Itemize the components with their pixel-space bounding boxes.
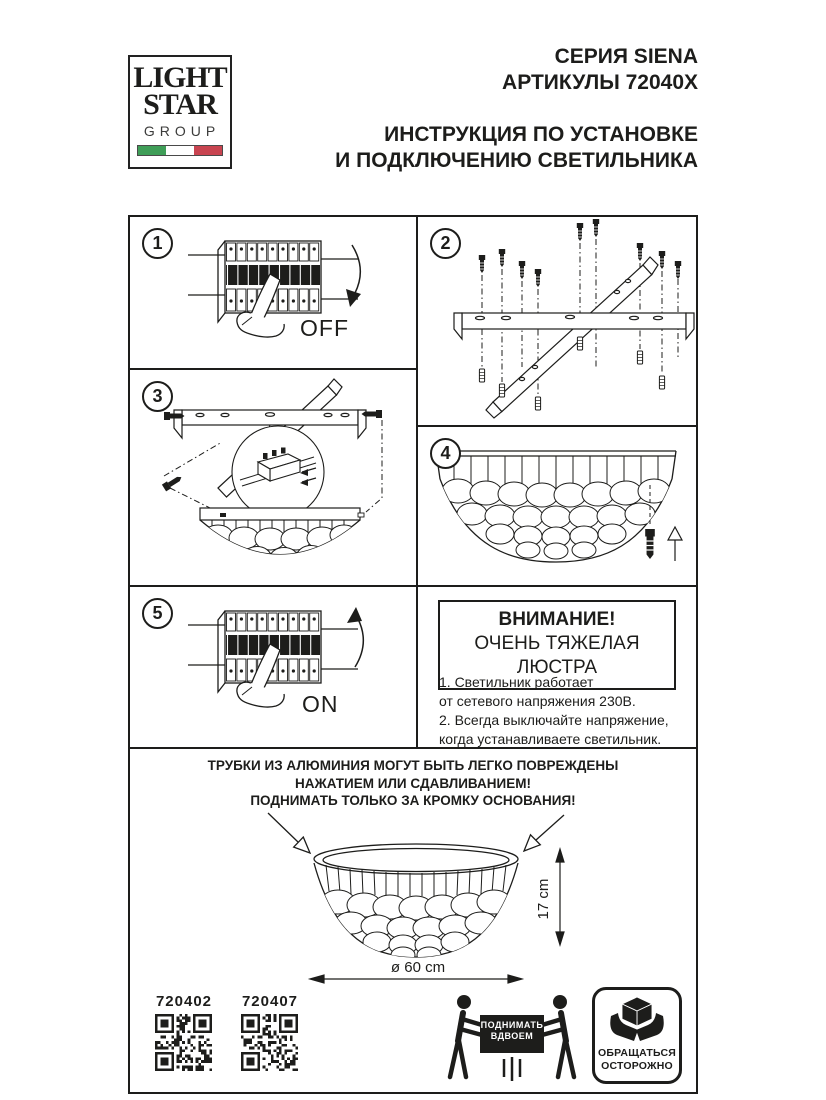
- off-label: OFF: [300, 315, 349, 341]
- step5-number: 5: [142, 598, 173, 629]
- diameter-dimension-label: ø 60 cm: [390, 959, 446, 976]
- rim-pointer-arrow-right: [524, 815, 564, 851]
- attention-subtitle: ОЧЕНЬ ТЯЖЕЛАЯ ЛЮСТРА: [474, 633, 640, 678]
- logo-word-star: STAR: [143, 88, 217, 121]
- step4-panel: [416, 425, 698, 587]
- attention-area: [416, 585, 698, 749]
- series-title: СЕРИЯ SIENA: [554, 45, 698, 68]
- warning-line: ТРУБКИ ИЗ АЛЮМИНИЯ МОГУТ БЫТЬ ЛЕГКО ПОВРЕЖДЕНЫ: [207, 758, 619, 773]
- height-dimension-arrow: [556, 849, 564, 945]
- on-label: ON: [302, 691, 339, 717]
- handle-with-care-label: ОБРАЩАТЬСЯ ОСТОРОЖНО: [598, 1047, 676, 1072]
- warning-line: НАЖАТИЕМ ИЛИ СДАВЛИВАНИЕМ!: [295, 775, 531, 791]
- italian-flag-icon: [137, 145, 223, 156]
- diameter-dimension-arrow: [310, 975, 522, 983]
- logo-word-group: GROUP: [143, 123, 221, 139]
- qr-code-720402: [155, 1014, 212, 1071]
- lightstar-logo: [128, 55, 232, 169]
- step1-panel: [128, 215, 418, 370]
- arrow-up-icon: [347, 607, 363, 667]
- notes: [439, 673, 669, 749]
- handle-with-care-icon: [592, 987, 682, 1084]
- qr-code-720407: [241, 1014, 298, 1071]
- lift-by-two-label: ПОДНИМАТЬ ВДВОЕМ: [480, 1020, 544, 1041]
- note-line: от сетевого напряжения 230В.: [439, 693, 636, 709]
- height-dimension-label: 17 cm: [535, 878, 552, 920]
- step5-panel: [128, 585, 418, 749]
- handling-warning: [130, 757, 696, 810]
- step3-number: 3: [142, 381, 173, 412]
- articles-title: АРТИКУЛЫ 72040X: [502, 71, 698, 94]
- rim-pointer-arrow-left: [268, 813, 310, 853]
- step1-number: 1: [142, 228, 173, 259]
- step2-number: 2: [430, 228, 461, 259]
- step4-number: 4: [430, 438, 461, 469]
- step3-panel: [128, 368, 418, 587]
- note-line: 2. Всегда выключайте напряжение,: [439, 712, 669, 728]
- flag-red-stripe: [194, 146, 222, 155]
- flag-green-stripe: [138, 146, 166, 155]
- wiring-illustration: [130, 370, 416, 585]
- attention-title: ВНИМАНИЕ!: [498, 609, 616, 630]
- note-line: когда устанавливаете светильник.: [439, 731, 662, 747]
- note-line: 1. Светильник работает: [439, 674, 594, 690]
- flag-white-stripe: [166, 146, 194, 155]
- arrow-up-icon: [668, 527, 682, 561]
- instruction-title-line2: И ПОДКЛЮЧЕНИЮ СВЕТИЛЬНИКА: [335, 149, 698, 172]
- logo-word-light: LIGHT: [133, 61, 227, 94]
- handling-panel: [128, 747, 698, 1094]
- arrow-down-icon: [346, 245, 361, 307]
- product-code-720407: 720407: [241, 993, 299, 1010]
- terminal-block-detail: [232, 425, 324, 518]
- product-code-720402: 720402: [155, 993, 213, 1010]
- instruction-title-line1: ИНСТРУКЦИЯ ПО УСТАНОВКЕ: [384, 123, 698, 146]
- document-header: [335, 44, 698, 174]
- breaker-off-illustration: [130, 217, 416, 366]
- warning-line: ПОДНИМАТЬ ТОЛЬКО ЗА КРОМКУ ОСНОВАНИЯ!: [250, 793, 576, 808]
- screw-lower-left: [162, 474, 184, 492]
- step2-panel: [416, 215, 698, 427]
- lift-by-two-icon: [442, 989, 582, 1089]
